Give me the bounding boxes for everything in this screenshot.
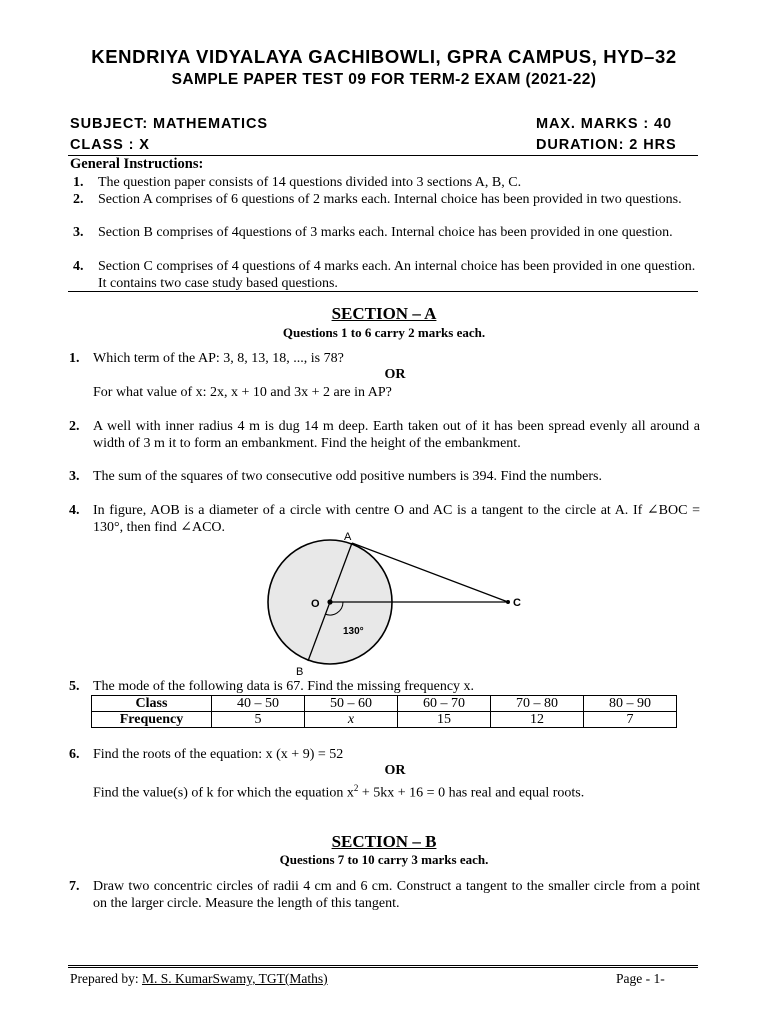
table-cell: 50 – 60 <box>305 696 398 712</box>
table-cell: x <box>305 712 398 728</box>
instruction-text: Section C comprises of 4 questions of 4 marks each. An internal choice has been provided in one question. It contains two case study based questions. <box>98 259 696 291</box>
table-cell: 15 <box>398 712 491 728</box>
section-b-subtitle: Questions 7 to 10 carry 3 marks each. <box>279 852 489 867</box>
question-number: 3. <box>69 469 80 484</box>
footer-divider <box>68 967 698 968</box>
angle-label: 130° <box>343 626 364 637</box>
table-cell-header: Class <box>92 696 212 712</box>
point-c <box>506 600 510 604</box>
duration-label: DURATION: 2 HRS <box>536 137 677 153</box>
section-b-title: SECTION – B <box>331 832 437 851</box>
question-5 <box>68 678 700 695</box>
label-c: C <box>513 597 521 609</box>
question-text: In figure, AOB is a diameter of a circle with centre O and AC is a tangent to the circle at A. If ∠BOC = 130°, then find ∠ACO. <box>93 503 700 535</box>
question-6 <box>68 746 700 763</box>
section-a-subtitle: Questions 1 to 6 carry 2 marks each. <box>282 325 486 340</box>
instruction-number: 1. <box>73 175 84 190</box>
question-text: The sum of the squares of two consecutive odd positive numbers is 394. Find the numbers. <box>93 469 602 484</box>
school-title: KENDRIYA VIDYALAYA GACHIBOWLI, GPRA CAMPUS, HYD–32 <box>91 46 677 67</box>
instruction-text: Section B comprises of 4questions of 3 marks each. Internal choice has been provided in one question. <box>98 225 673 240</box>
instruction-text: The question paper consists of 14 questions divided into 3 sections A, B, C. <box>98 175 522 190</box>
footer-prepared-by <box>70 971 328 987</box>
question-text: Draw two concentric circles of radii 4 cm and 6 cm. Construct a tangent to the smaller circle from a point on the larger circle. Measure the length of this tangent. <box>93 879 700 911</box>
question-text: The mode of the following data is 67. Find the missing frequency x. <box>93 679 475 694</box>
question-text: A well with inner radius 4 m is dug 14 m deep. Earth taken out of it has been spread evenly all around a width of 3 m it to form an embankment. Find the height of the embankment. <box>93 419 700 451</box>
instruction-item <box>70 258 700 292</box>
instructions-heading: General Instructions: <box>70 156 204 172</box>
text-part: + 5kx + 16 = 0 has real and equal roots. <box>358 785 585 801</box>
question-number: 4. <box>69 503 80 518</box>
frequency-table <box>91 695 677 728</box>
table-cell: 7 <box>584 712 677 728</box>
label-a: A <box>344 531 352 543</box>
instruction-number: 2. <box>73 192 84 207</box>
instructions-divider <box>68 291 698 292</box>
question-7 <box>68 878 700 912</box>
table-cell-header: Frequency <box>92 712 212 728</box>
question-1-alternative <box>68 384 700 401</box>
question-number: 5. <box>69 679 80 694</box>
exam-title: SAMPLE PAPER TEST 09 FOR TERM-2 EXAM (2021-22) <box>171 71 597 88</box>
instruction-item <box>70 174 700 191</box>
table-cell: 5 <box>212 712 305 728</box>
instruction-item <box>70 191 700 208</box>
page-number: Page - 1- <box>616 971 665 986</box>
table-cell: 70 – 80 <box>491 696 584 712</box>
question-number: 2. <box>69 419 80 434</box>
instruction-number: 4. <box>73 259 84 274</box>
table-cell: 80 – 90 <box>584 696 677 712</box>
text-part: Find the value(s) of k for which the equation x <box>93 785 354 801</box>
instruction-item <box>70 224 700 241</box>
footer-divider <box>68 965 698 966</box>
instruction-number: 3. <box>73 225 84 240</box>
instruction-text: Section A comprises of 6 questions of 2 marks each. Internal choice has been provided in two questions. <box>98 192 682 207</box>
prepared-label: Prepared by: <box>70 971 142 986</box>
question-1 <box>68 350 700 367</box>
question-3 <box>68 468 700 485</box>
question-2 <box>68 418 700 452</box>
question-number: 6. <box>69 747 80 762</box>
question-text: Find the roots of the equation: x (x + 9) = 52 <box>93 747 344 762</box>
subject-label: SUBJECT: MATHEMATICS <box>70 116 268 132</box>
label-b: B <box>296 666 304 678</box>
table-row <box>92 712 677 728</box>
question-number: 1. <box>69 351 80 366</box>
question-text: For what value of x: 2x, x + 10 and 3x + 2 are in AP? <box>93 385 392 400</box>
or-label: OR <box>384 763 406 778</box>
class-label: CLASS : X <box>70 137 150 153</box>
centre-point <box>327 599 332 604</box>
section-a-title: SECTION – A <box>331 304 437 323</box>
table-cell: 12 <box>491 712 584 728</box>
question-number: 7. <box>69 879 80 894</box>
question-text: Which term of the AP: 3, 8, 13, 18, ..., is 78? <box>93 351 344 366</box>
table-row <box>92 696 677 712</box>
table-cell: 40 – 50 <box>212 696 305 712</box>
max-marks-label: MAX. MARKS : 40 <box>536 116 672 132</box>
circle-tangent-figure <box>255 530 540 678</box>
superscript: 2 <box>353 783 359 793</box>
label-o: O <box>311 598 320 610</box>
table-cell: 60 – 70 <box>398 696 491 712</box>
author-name: M. S. KumarSwamy, TGT(Maths) <box>141 971 328 986</box>
question-6-alternative <box>68 780 700 802</box>
or-label: OR <box>384 367 406 382</box>
question-text <box>93 780 700 802</box>
